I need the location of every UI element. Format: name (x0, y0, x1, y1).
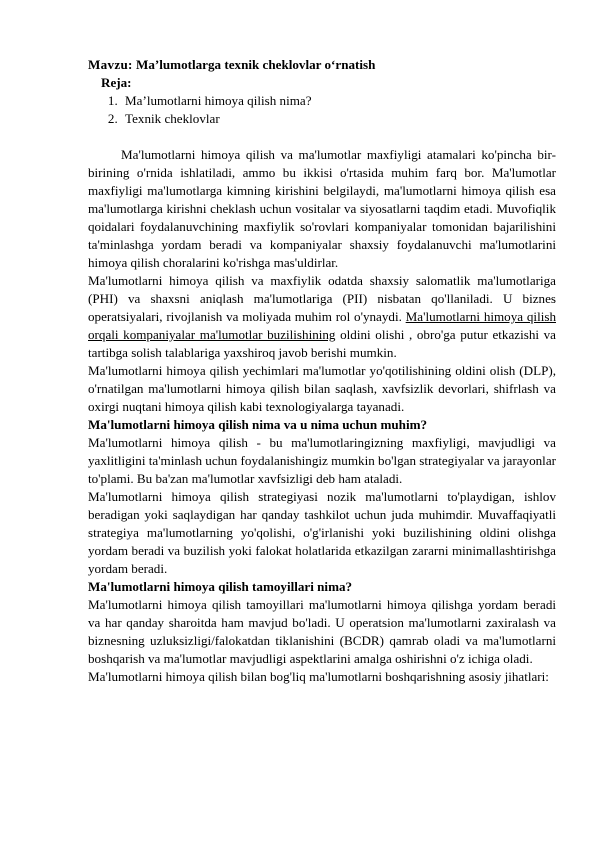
document-page (88, 56, 556, 686)
paragraph-principles: Ma'lumotlarni himoya qilish tamoyillari ma'lumotlarni himoya qilishga yordam beradi va har qanday sharoitda ham mavjud bo'ladi. U operatsion ma'lumotlarni zaxiralash va biznesning uzluksizligi/falokatdan tiklanishini (BCDR) qamrab oladi va ma'lumotlarni boshqarish va ma'lumotlar mavjudligi aspektlarini amalga oshirishni o'z ichiga oladi. (88, 597, 556, 666)
topic-line (88, 56, 556, 74)
breach-link[interactable]: Ma'lumotlarni himoya qilish orqali kompaniyalar ma'lumotlar buzilishining (88, 309, 556, 342)
paragraph-phi-pii (88, 272, 556, 362)
paragraph-key-aspects: Ma'lumotlarni himoya qilish bilan bog'liq ma'lumotlarni boshqarishning asosiy jihatlari: (88, 669, 549, 684)
plan-item: 1. Ma’lumotlarni himoya qilish nima? (121, 92, 556, 110)
plan-title: Reja: (101, 75, 132, 90)
spacer (88, 128, 556, 146)
paragraph-definition: Ma'lumotlarni himoya qilish - bu ma'lumotlaringizning maxfiyligi, mavjudligi va yaxlitligini ta'minlash uchun foydalanishingiz mumkin bo'lgan strategiyalar va jarayonlar to'plami. Bu ba'zan ma'lumotlar xavfsizligi deb ham ataladi. (88, 435, 556, 486)
paragraph-strategy: Ma'lumotlarni himoya qilish strategiyasi nozik ma'lumotlarni to'playdigan, ishlov beradigan yoki saqlaydigan har qanday tashkilot uchun juda muhimdir. Muvaffaqiyatli strategiya ma'lumotlarning yo'qolishi, o'g'irlanishi yoki buzilishining oldini olishga yordam beradi va buzilish yoki falokat holatlarida etkazilgan zararni minimallashtirishga yordam beradi. (88, 489, 556, 576)
paragraph-solutions: Ma'lumotlarni himoya qilish yechimlari ma'lumotlar yo'qotilishining oldini olish (DLP), o'rnatilgan ma'lumotlarni himoya qilish bilan saqlash, xavfsizlik devorlari, shifrlash va oxirgi nuqtani himoya qilish kabi texnologiyalarga tayanadi. (88, 363, 556, 414)
topic-title: Ma’lumotlarga texnik cheklovlar o‘rnatish (136, 57, 376, 72)
heading-what-is-data-protection: Ma'lumotlarni himoya qilish nima va u nima uchun muhim? (88, 417, 428, 432)
topic-label: Mavzu: (88, 57, 133, 72)
paragraph-text: oldini olishi , obro'ga putur etkazishi va tartibga solish talablariga yaxshiroq javob berishi mumkin. (88, 327, 556, 360)
heading-principles: Ma'lumotlarni himoya qilish tamoyillari nima? (88, 579, 353, 594)
paragraph-text: Ma'lumotlarni himoya qilish va maxfiylik odatda shaxsiy salomatlik ma'lumotlariga (PHI) va shaxsni aniqlash ma'lumotlariga (PII) nisbatan qo'llaniladi. U biznes operatsiyalari, rivojlanish va moliyada muhim rol o'ynaydi. (88, 273, 556, 324)
plan-list (88, 92, 556, 128)
plan-item: 2. Texnik cheklovlar (121, 110, 556, 128)
paragraph-intro: Ma'lumotlarni himoya qilish va ma'lumotlar maxfiyligi atamalari ko'pincha bir-birining o'rnida ishlatiladi, ammo bu ikkisi o'rtasida muhim farq bor. Ma'lumotlar maxfiyligi ma'lumotlarga kimning kirishini belgilaydi, ma'lumotlarni himoya qilish esa ma'lumotlarga kirishni cheklash uchun vositalar va siyosatlarni taqdim etadi. Muvofiqlik qoidalari foydalanuvchining maxfiylik so'rovlari kompaniyalar tomonidan bajarilishini ta'minlashga yordam beradi va kompaniyalar shaxsiy foydalanuvchi ma'lumotlarini himoya qilish choralarini ko'rishga mas'uldirlar. (88, 147, 556, 270)
